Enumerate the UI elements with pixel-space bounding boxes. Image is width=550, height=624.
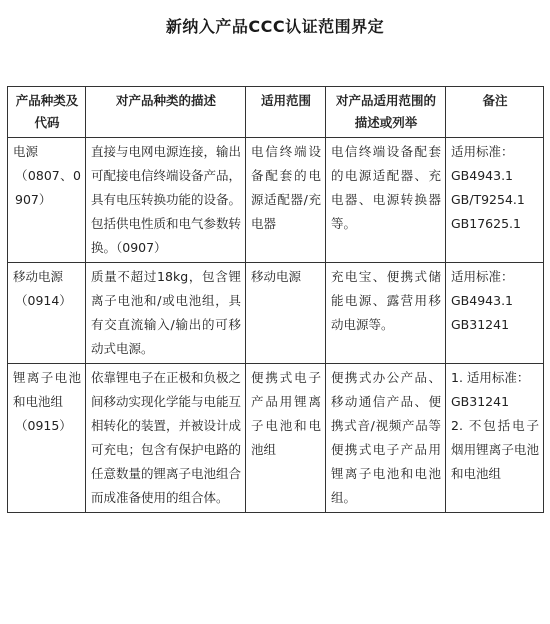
header-product-category: 产品种类及代码 [8,87,86,138]
notes-cell [446,263,544,364]
applicable-scope-cell: 便携式电子产品用锂离子电池和电池组 [246,364,326,513]
product-name: 移动电源 [13,269,64,284]
scope-description-cell: 充电宝、便携式储能电源、露营用移动电源等。 [326,263,446,364]
category-description-cell: 依靠锂电子在正极和负极之间移动实现化学能与电能互相转化的装置，并被设计成可充电；包含有保护电路的任意数量的锂离子电池组合而成准备使用的组合体。 [86,364,246,513]
note-line: GB4943.1 [451,168,513,183]
note-line: 1. 适用标准： [451,370,530,385]
applicable-scope-cell: 移动电源 [246,263,326,364]
note-line: 适用标准： [451,269,514,284]
notes-cell [446,138,544,263]
table-row [8,138,544,263]
category-description-cell: 质量不超过18kg，包含锂离子电池和/或电池组，具有交直流输入/输出的可移动式电源。 [86,263,246,364]
table-header-row [8,87,544,138]
notes-cell [446,364,544,513]
product-category-cell [8,364,86,513]
product-category-cell [8,138,86,263]
note-line: GB17625.1 [451,216,521,231]
product-code: （0914） [15,293,72,308]
product-category-cell [8,263,86,364]
product-code: （0915） [15,418,72,433]
header-category-description: 对产品种类的描述 [86,87,246,138]
note-line: 适用标准： [451,144,514,159]
product-name: 电源 [13,144,39,159]
document-title: 新纳入产品CCC认证范围界定 [165,17,385,36]
table-row [8,263,544,364]
category-description-cell: 直接与电网电源连接，输出可配接电信终端设备产品，具有电压转换功能的设备。包括供电性质和电气参数转换。（0907） [86,138,246,263]
product-name: 锂离子电池和电池组 [13,370,81,409]
header-applicable-scope: 适用范围 [246,87,326,138]
header-notes: 备注 [446,87,544,138]
note-line: GB4943.1 [451,293,513,308]
scope-description-cell: 便携式办公产品、移动通信产品、便携式音/视频产品等便携式电子产品用锂离子电池和电池组。 [326,364,446,513]
scope-description-cell: 电信终端设备配套的电源适配器、充电器、电源转换器等。 [326,138,446,263]
note-line: GB31241 [451,317,510,332]
note-line: 2. 不包括电子烟用锂离子电池和电池组 [451,418,539,481]
header-scope-description: 对产品适用范围的描述或列举 [326,87,446,138]
product-code: （0807、0907） [15,168,81,207]
table-row [8,364,544,513]
note-line: GB/T9254.1 [451,192,525,207]
ccc-scope-table [7,86,544,513]
applicable-scope-cell: 电信终端设备配套的电源适配器/充电器 [246,138,326,263]
note-line: GB31241 [451,394,510,409]
